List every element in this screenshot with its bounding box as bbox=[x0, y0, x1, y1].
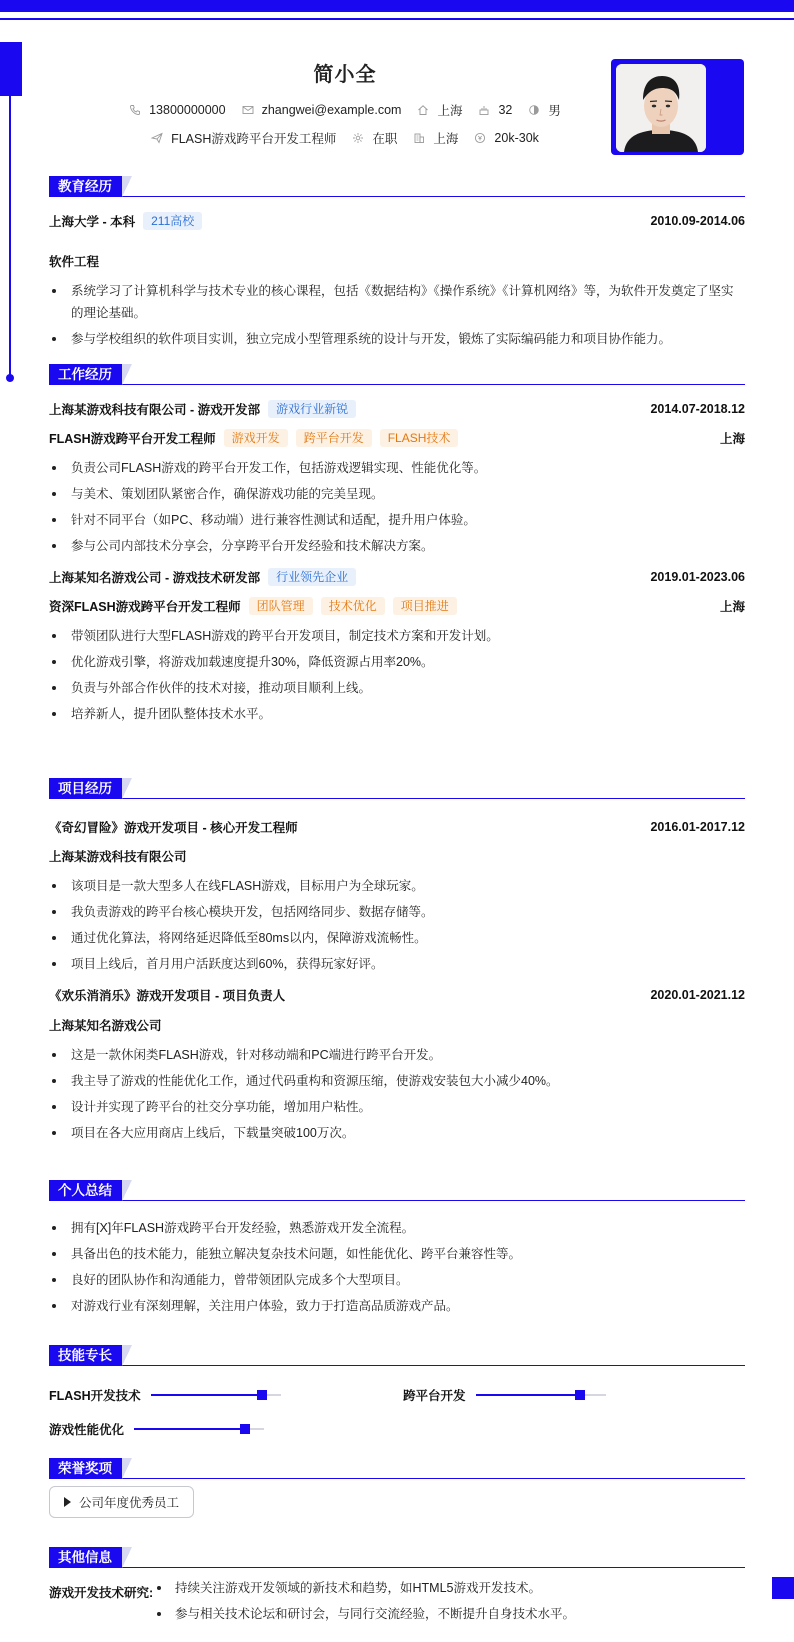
skill-level-track bbox=[476, 1394, 606, 1396]
company-tag: 游戏行业新锐 bbox=[268, 400, 356, 418]
profile-photo bbox=[616, 64, 706, 152]
phone-text: 13800000000 bbox=[149, 103, 226, 117]
list-item: 参与学校组织的软件项目实训，独立完成小型管理系统的设计与开发，锻炼了实际编码能力和项目协作能力。 bbox=[49, 328, 745, 350]
skill-tag: 团队管理 bbox=[249, 597, 313, 615]
age-item bbox=[478, 103, 512, 117]
list-item: 参与相关技术论坛和研讨会，与同行交流经验，不断提升自身技术水平。 bbox=[155, 1603, 745, 1625]
major-row bbox=[49, 252, 745, 270]
skill-item bbox=[49, 1386, 281, 1404]
skill-level-handle bbox=[257, 1390, 267, 1400]
target-city-text: 上海 bbox=[433, 132, 459, 146]
skill-tag: 技术优化 bbox=[321, 597, 385, 615]
list-item: 良好的团队协作和沟通能力，曾带领团队完成多个大型项目。 bbox=[49, 1269, 745, 1291]
section-rule bbox=[49, 1200, 745, 1201]
salary-text: 20k-30k bbox=[494, 131, 539, 145]
play-icon bbox=[64, 1497, 71, 1507]
home-icon bbox=[417, 104, 429, 116]
right-accent-block bbox=[772, 1577, 794, 1599]
skill-tag: FLASH技术 bbox=[380, 429, 459, 447]
skill-level-track bbox=[134, 1428, 264, 1430]
list-item: 系统学习了计算机科学与技术专业的核心课程，包括《数据结构》《操作系统》《计算机网络》等，为软件开发奠定了坚实的理论基础。 bbox=[49, 280, 745, 324]
list-item: 持续关注游戏开发领域的新技术和趋势，如HTML5游戏开发技术。 bbox=[155, 1577, 745, 1599]
city-item bbox=[417, 101, 462, 119]
section-rule bbox=[49, 1567, 745, 1568]
other-label: 游戏开发技术研究: bbox=[49, 1586, 154, 1600]
list-item: 带领团队进行大型FLASH游戏的跨平台开发项目，制定技术方案和开发计划。 bbox=[49, 625, 745, 647]
project-name: 《奇幻冒险》游戏开发项目 - 核心开发工程师 bbox=[49, 821, 298, 835]
award-item bbox=[49, 1486, 194, 1518]
list-item: 针对不同平台（如PC、移动端）进行兼容性测试和适配，提升用户体验。 bbox=[49, 509, 745, 531]
building-icon bbox=[413, 132, 425, 144]
skill-tag: 游戏开发 bbox=[224, 429, 288, 447]
school-name: 上海大学 - 本科 bbox=[49, 215, 136, 229]
list-item: 参与公司内部技术分享会，分享跨平台开发经验和技术解决方案。 bbox=[49, 535, 745, 557]
section-rule bbox=[49, 384, 745, 385]
skill-level-handle bbox=[240, 1424, 250, 1434]
job-position-row bbox=[49, 597, 745, 615]
skill-name: 游戏性能优化 bbox=[49, 1423, 125, 1437]
status-text: 在职 bbox=[372, 132, 398, 146]
list-item: 该项目是一款大型多人在线FLASH游戏，目标用户为全球玩家。 bbox=[49, 875, 745, 897]
award-name: 公司年度优秀员工 bbox=[79, 1496, 180, 1510]
project-header bbox=[49, 986, 745, 1004]
skill-name: 跨平台开发 bbox=[403, 1389, 466, 1403]
list-item: 拥有[X]年FLASH游戏跨平台开发经验，熟悉游戏开发全流程。 bbox=[49, 1217, 745, 1239]
project-company: 上海某游戏科技有限公司 bbox=[49, 850, 187, 864]
section-title: 技能专长 bbox=[49, 1345, 122, 1366]
skill-name: FLASH开发技术 bbox=[49, 1389, 141, 1403]
city-text: 上海 bbox=[437, 104, 463, 118]
section-title: 其他信息 bbox=[49, 1547, 122, 1568]
list-item: 我负责游戏的跨平台核心模块开发，包括网络同步、数据存储等。 bbox=[49, 901, 745, 923]
project-bullets bbox=[49, 875, 745, 979]
job-date: 2019.01-2023.06 bbox=[650, 570, 745, 584]
job-header bbox=[49, 568, 745, 586]
project-header bbox=[49, 818, 745, 836]
summary-section-header bbox=[49, 1180, 745, 1202]
project-name: 《欢乐消消乐》游戏开发项目 - 项目负责人 bbox=[49, 989, 286, 1003]
education-date: 2010.09-2014.06 bbox=[650, 214, 745, 228]
education-bullets bbox=[49, 280, 745, 354]
section-rule bbox=[49, 196, 745, 197]
list-item: 负责与外部合作伙伴的技术对接，推动项目顺利上线。 bbox=[49, 677, 745, 699]
job-target-item bbox=[151, 129, 336, 147]
list-item: 通过优化算法，将网络延迟降低至80ms以内，保障游戏流畅性。 bbox=[49, 927, 745, 949]
list-item: 优化游戏引擎，将游戏加载速度提升30%，降低资源占用率20%。 bbox=[49, 651, 745, 673]
education-section-header bbox=[49, 176, 745, 198]
list-item: 与美术、策划团队紧密合作，确保游戏功能的完美呈现。 bbox=[49, 483, 745, 505]
candidate-name: 简小全 bbox=[313, 64, 377, 86]
job-bullets bbox=[49, 625, 745, 729]
age-text: 32 bbox=[498, 103, 513, 117]
project-bullets bbox=[49, 1044, 745, 1148]
left-accent-dot bbox=[6, 374, 14, 382]
job-location: 上海 bbox=[719, 432, 745, 446]
list-item: 培养新人，提升团队整体技术水平。 bbox=[49, 703, 745, 725]
project-company-row bbox=[49, 847, 745, 865]
job-position-row bbox=[49, 429, 745, 447]
school-tag: 211高校 bbox=[143, 212, 202, 230]
skill-tag: 项目推进 bbox=[393, 597, 457, 615]
section-title: 个人总结 bbox=[49, 1180, 122, 1201]
list-item: 我主导了游戏的性能优化工作，通过代码重构和资源压缩，使游戏安装包大小减少40%。 bbox=[49, 1070, 745, 1092]
email-item bbox=[242, 103, 402, 117]
project-company: 上海某知名游戏公司 bbox=[49, 1019, 162, 1033]
project-date: 2020.01-2021.12 bbox=[650, 988, 745, 1002]
top-accent-bar bbox=[0, 0, 794, 12]
gender-item bbox=[528, 101, 561, 119]
job-target-text: FLASH游戏跨平台开发工程师 bbox=[171, 132, 337, 146]
section-rule bbox=[49, 798, 745, 799]
profile-portrait bbox=[616, 64, 706, 152]
projects-section-header bbox=[49, 778, 745, 800]
skill-level-fill bbox=[151, 1394, 262, 1396]
other-section-header bbox=[49, 1547, 745, 1569]
skill-item bbox=[403, 1386, 606, 1404]
list-item: 项目在各大应用商店上线后，下载量突破100万次。 bbox=[49, 1122, 745, 1144]
major: 软件工程 bbox=[49, 255, 100, 269]
salary-item bbox=[474, 131, 538, 145]
company-name: 上海某游戏科技有限公司 - 游戏开发部 bbox=[49, 403, 261, 417]
skill-level-handle bbox=[575, 1390, 585, 1400]
top-accent-line bbox=[0, 18, 794, 20]
send-icon bbox=[151, 132, 163, 144]
skill-level-track bbox=[151, 1394, 281, 1396]
skills-section-header bbox=[49, 1345, 745, 1367]
section-title: 教育经历 bbox=[49, 176, 122, 197]
skill-tag: 跨平台开发 bbox=[296, 429, 372, 447]
job-intent-row bbox=[0, 129, 690, 147]
job-position: FLASH游戏跨平台开发工程师 bbox=[49, 432, 216, 446]
company-name: 上海某知名游戏公司 - 游戏技术研发部 bbox=[49, 571, 261, 585]
phone-item bbox=[129, 103, 225, 117]
job-header bbox=[49, 400, 745, 418]
gear-icon bbox=[352, 132, 364, 144]
target-city-item bbox=[413, 129, 458, 147]
job-location: 上海 bbox=[719, 600, 745, 614]
list-item: 负责公司FLASH游戏的跨平台开发工作，包括游戏逻辑实现、性能优化等。 bbox=[49, 457, 745, 479]
section-title: 荣誉奖项 bbox=[49, 1458, 122, 1479]
job-position: 资深FLASH游戏跨平台开发工程师 bbox=[49, 600, 241, 614]
mail-icon bbox=[242, 104, 254, 116]
section-rule bbox=[49, 1478, 745, 1479]
section-title: 工作经历 bbox=[49, 364, 122, 385]
list-item: 项目上线后，首月用户活跃度达到60%，获得玩家好评。 bbox=[49, 953, 745, 975]
email-text: zhangwei@example.com bbox=[261, 103, 402, 117]
summary-bullets bbox=[49, 1217, 745, 1321]
project-date: 2016.01-2017.12 bbox=[650, 820, 745, 834]
section-rule bbox=[49, 1365, 745, 1366]
cake-icon bbox=[478, 104, 490, 116]
list-item: 对游戏行业有深刻理解，关注用户体验，致力于打造高品质游戏产品。 bbox=[49, 1295, 745, 1317]
money-icon bbox=[474, 132, 486, 144]
project-company-row bbox=[49, 1016, 745, 1034]
contact-row bbox=[0, 101, 690, 119]
gender-text: 男 bbox=[548, 104, 561, 118]
job-date: 2014.07-2018.12 bbox=[650, 402, 745, 416]
gender-icon bbox=[528, 104, 540, 116]
work-section-header bbox=[49, 364, 745, 386]
awards-section-header bbox=[49, 1458, 745, 1480]
list-item: 设计并实现了跨平台的社交分享功能，增加用户粘性。 bbox=[49, 1096, 745, 1118]
job-bullets bbox=[49, 457, 745, 561]
list-item: 这是一款休闲类FLASH游戏，针对移动端和PC端进行跨平台开发。 bbox=[49, 1044, 745, 1066]
skill-level-fill bbox=[476, 1394, 580, 1396]
skill-item bbox=[49, 1420, 264, 1438]
section-title: 项目经历 bbox=[49, 778, 122, 799]
education-entry-header bbox=[49, 212, 745, 230]
skill-level-fill bbox=[134, 1428, 245, 1430]
list-item: 具备出色的技术能力，能独立解决复杂技术问题，如性能优化、跨平台兼容性等。 bbox=[49, 1243, 745, 1265]
other-bullets bbox=[155, 1577, 745, 1629]
phone-icon bbox=[129, 104, 141, 116]
status-item bbox=[352, 129, 397, 147]
company-tag: 行业领先企业 bbox=[268, 568, 356, 586]
